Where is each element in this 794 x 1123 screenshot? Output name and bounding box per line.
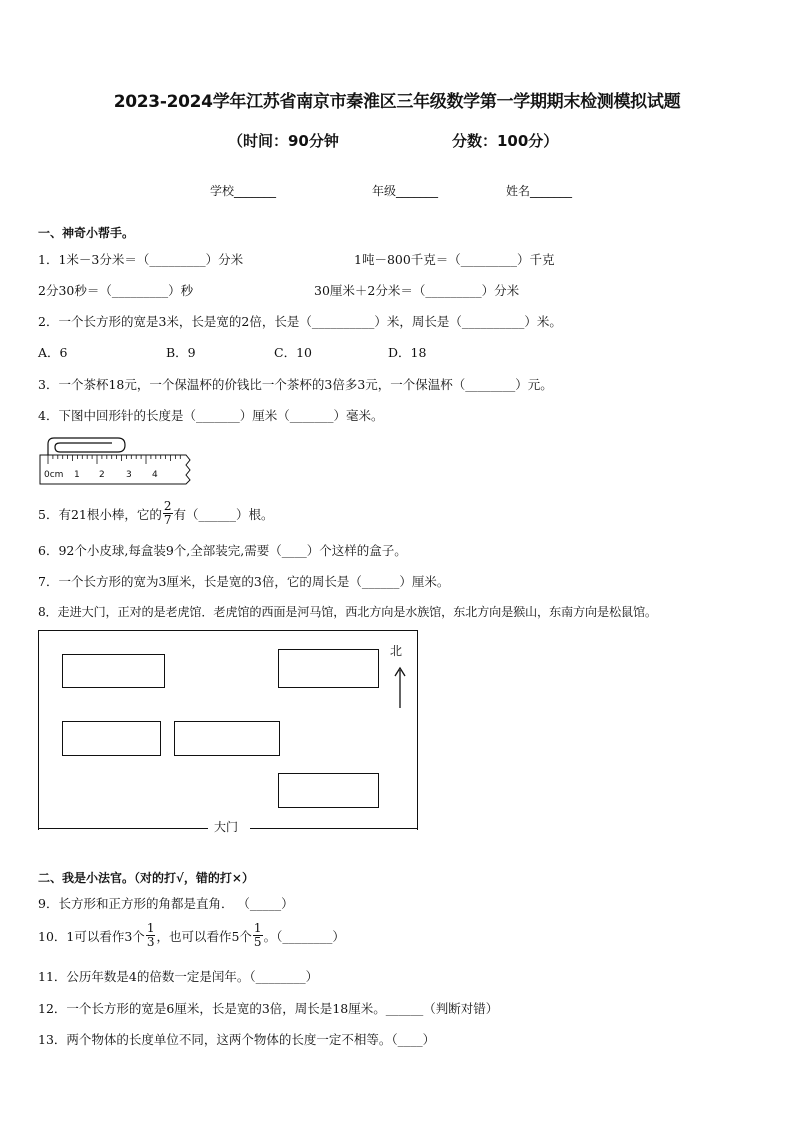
fraction-denominator: 5 [253, 935, 262, 949]
section-2-title: 二、我是小法官。（对的打√，错的打×） [38, 871, 254, 885]
question-1a: 1．1米－3分米＝（_________）分米 [38, 252, 244, 267]
question-1d: 30厘米＋2分米＝（_________）分米 [314, 283, 520, 298]
map-bottom-left-border [38, 828, 208, 829]
question-10-text-end: 。（________） [263, 928, 345, 944]
fraction-numerator: 1 [146, 921, 155, 935]
ruler-label-1: 1 [74, 470, 80, 480]
question-10-text: 10．1可以看作3个 [38, 928, 145, 944]
fraction-numerator: 1 [253, 921, 262, 935]
ruler-label-4: 4 [152, 470, 158, 480]
map-bottom-right-border [250, 828, 417, 829]
option-d: D．18 [388, 345, 427, 360]
question-5-text: 5．有21根小棒，它的 [38, 506, 162, 522]
exam-score: 分数：100分） [452, 132, 559, 150]
ruler-label-0: 0cm [44, 470, 64, 480]
map-blank-box [278, 773, 379, 808]
fraction [253, 922, 263, 949]
map-blank-box [62, 654, 165, 688]
option-b: B．9 [166, 345, 196, 360]
question-1b: 1吨－800千克＝（_________）千克 [354, 252, 555, 267]
ruler-icon [40, 455, 190, 484]
ruler-paperclip-figure [38, 436, 194, 486]
question-10-text-middle: ，也可以看作5个 [156, 928, 252, 944]
map-north-label: 北 [390, 644, 403, 658]
map-blank-box [278, 649, 379, 688]
question-1c: 2分30秒＝（_________）秒 [38, 283, 194, 298]
option-a: A．6 [38, 345, 68, 360]
school-field: 学校_______ [210, 184, 277, 198]
north-arrow-icon [393, 666, 407, 710]
question-3: 3．一个茶杯18元，一个保温杯的价钱比一个茶杯的3倍多3元，一个保温杯（________）元。 [38, 377, 553, 392]
ruler-label-3: 3 [126, 470, 132, 480]
question-7: 7．一个长方形的宽为3厘米，长是宽的3倍，它的周长是（______）厘米。 [38, 574, 450, 589]
question-10 [38, 922, 345, 949]
question-5 [38, 500, 274, 527]
fraction-denominator: 7 [163, 513, 172, 527]
question-2: 2．一个长方形的宽是3米，长是宽的2倍，长是（__________）米，周长是（__________）米。 [38, 314, 562, 329]
name-field: 姓名_______ [506, 184, 573, 198]
map-gate-label: 大门 [214, 820, 239, 834]
question-12: 12．一个长方形的宽是6厘米，长是宽的3倍，周长是18厘米。______（判断对错） [38, 1001, 499, 1016]
question-8: 8．走进大门，正对的是老虎馆．老虎馆的西面是河马馆，西北方向是水族馆，东北方向是猴山，东南方向是松鼠馆。 [38, 605, 657, 619]
map-blank-box [62, 721, 161, 756]
question-9: 9．长方形和正方形的角都是直角． （_____） [38, 896, 294, 911]
fraction-numerator: 2 [163, 499, 172, 513]
ruler-label-2: 2 [99, 470, 105, 480]
question-13: 13．两个物体的长度单位不同，这两个物体的长度一定不相等。（____） [38, 1032, 436, 1047]
map-blank-box [174, 721, 280, 756]
exam-time: （时间：90分钟 [228, 132, 339, 150]
fraction-denominator: 3 [146, 935, 155, 949]
fraction [163, 500, 173, 527]
question-6: 6．92个小皮球,每盒装9个,全部装完,需要（____）个这样的盒子。 [38, 543, 407, 558]
question-4: 4．下图中回形针的长度是（_______）厘米（_______）毫米。 [38, 408, 384, 423]
question-11: 11．公历年数是4的倍数一定是闰年。（________） [38, 969, 319, 984]
section-1-title: 一、神奇小帮手。 [38, 226, 135, 240]
page-title: 2023-2024学年江苏省南京市秦淮区三年级数学第一学期期末检测模拟试题 [113, 92, 681, 112]
option-c: C．10 [274, 345, 312, 360]
fraction [146, 922, 156, 949]
question-5-text-end: 有（______）根。 [173, 506, 274, 522]
grade-field: 年级_______ [372, 184, 439, 198]
